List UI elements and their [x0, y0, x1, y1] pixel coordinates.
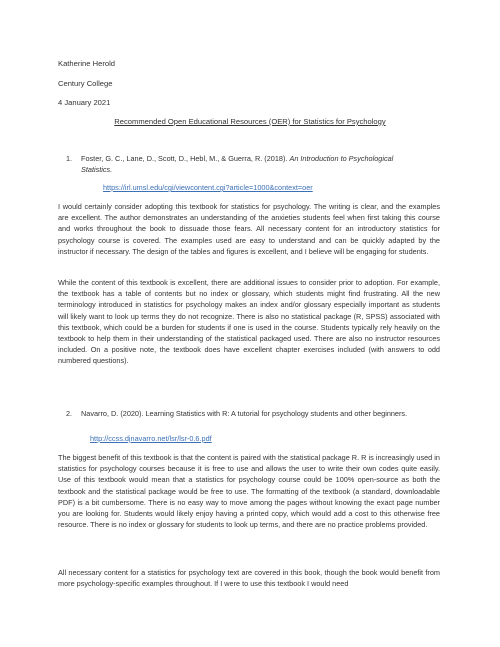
reference-number: 2. [66, 409, 73, 418]
reference-2 [66, 408, 421, 419]
institution-name: Century College [58, 79, 113, 88]
reference-number: 1. [66, 154, 73, 163]
citation-authors: Navarro, D. (2020). Learning Statistics with R: A tutorial for psychology students and other beginners. [81, 409, 408, 418]
document-date: 4 January 2021 [58, 98, 111, 107]
document-title: Recommended Open Educational Resources (OER) for Statistics for Psychology [114, 117, 386, 126]
reference-citation [66, 408, 421, 419]
author-name: Katherine Herold [58, 59, 115, 68]
paragraph-4: All necessary content for a statistics for psychology text are covered in this book, though the book would benefit from more psychology-specific examples throughout. If I were to use this textbook I would need [58, 568, 440, 589]
paragraph-2: While the content of this textbook is excellent, there are additional issues to consider prior to adoption. For example, the textbook has a table of contents but no index or glossary, which students might find frustrating. All the new terminology introduced in statistics for psychology makes an index and/or glossary especially important as students will likely want to look up terms they do not recognize. There is also no statistical package (R, SPSS) associated with this textbook, which could be a burden for students if one is used in the course. Students typically rely heavily on the textbook to help them in their understanding of the statistical packaged used. There are also no instructor resources included. On a positive note, the textbook does have excellent chapter exercises included (with answers to odd numbered questions). [58, 278, 440, 366]
paragraph-3: The biggest benefit of this textbook is that the content is paired with the statistical package R. R is increasingly used in statistics for psychology courses because it is free to use and allows the user to write their own codes quite easily. Use of this textbook would mean that a statistics for psychology course could be 100% open-source as both the textbook and the statistical package would be free to use. The formatting of the textbook (a standard, downloadable PDF) is a bit cumbersome. There is no easy way to move among the pages without knowing the exact page number you are looking for. Students would likely enjoy having a printed copy, which would add a cost to this otherwise free resource. There is no index or glossary for students to look up terms, and there are no practice problems provided. [58, 453, 440, 530]
reference-citation [66, 153, 421, 175]
citation-authors: Foster, G. C., Lane, D., Scott, D., Hebl, M., & Guerra, R. (2018). [81, 154, 290, 163]
reference-1 [66, 153, 421, 175]
paragraph-1: I would certainly consider adopting this textbook for statistics for psychology. The writing is clear, and the examples are excellent. The author demonstrates an understanding of the anxieties students feel when first taking this course and works throughout the book to dissuade those fears. All necessary content for an introductory statistics for psychology course is covered. The examples used are easy to understand and can be quickly adapted by the instructor if necessary. The design of the tables and figures is excellent, and I believe will be engaging for students. [58, 202, 440, 256]
reference-2-link[interactable]: http://ccss.djnavarro.net/lsr/lsr-0.6.pdf [90, 434, 212, 443]
reference-1-link[interactable]: https://irl.umsl.edu/cgi/viewcontent.cgi?article=1000&context=oer [103, 183, 313, 192]
citation-title: An Introduction to Psychological Statistics. [81, 154, 394, 175]
